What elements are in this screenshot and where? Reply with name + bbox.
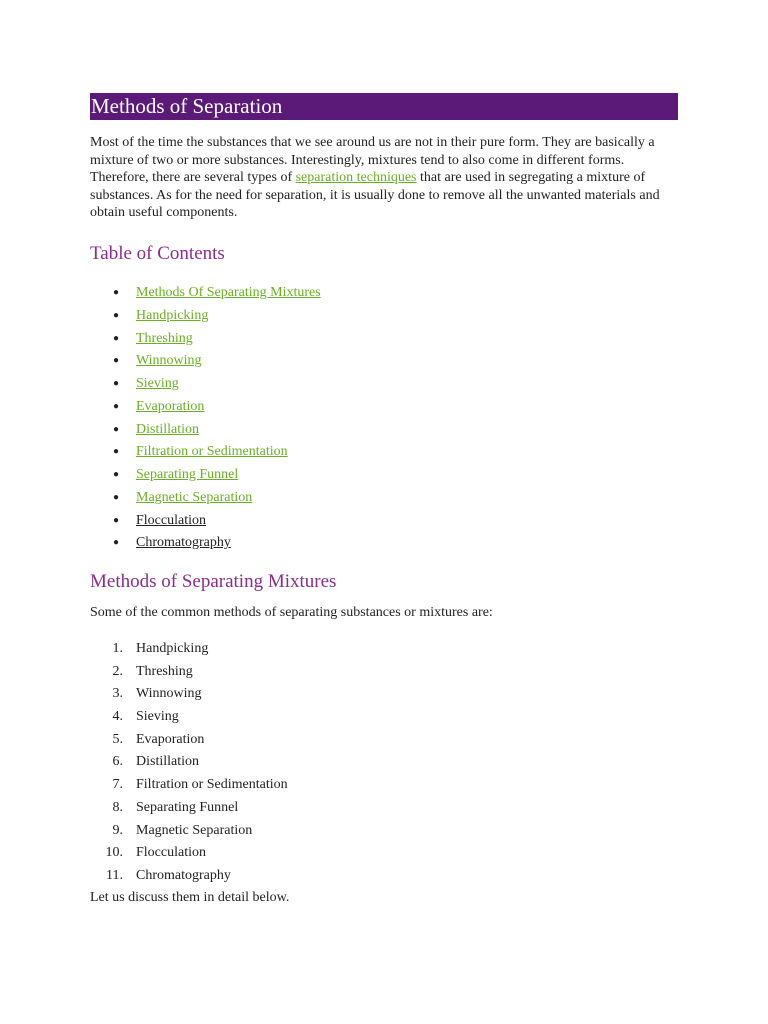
list-item (90, 820, 288, 843)
list-number: 3. (112, 686, 123, 702)
methods-heading: Methods of Separating Mixtures (90, 571, 337, 592)
list-number: 10. (105, 845, 123, 861)
title-bar (90, 93, 678, 120)
list-item-label: Flocculation (136, 845, 206, 861)
bullet-icon: ● (113, 491, 120, 503)
bullet-icon: ● (113, 332, 120, 344)
bullet-icon: ● (113, 378, 120, 389)
list-number: 6. (112, 754, 123, 770)
toc-heading: Table of Contents (90, 243, 225, 264)
list-item-label: Threshing (136, 663, 193, 679)
list-item (90, 638, 288, 661)
intro-text-before: Most of the time the substances that we see around us are not in their pure form. They are basically a mixture of two or more substances. Interestingly, mixtures tend to also come in different forms. Therefore, there are several types of (90, 135, 655, 186)
bullet-icon: ● (113, 309, 120, 321)
list-number: 9. (112, 822, 123, 838)
list-item-label: Handpicking (136, 641, 209, 656)
toc-item (90, 396, 321, 419)
bullet-icon: ● (113, 537, 120, 549)
toc-link[interactable]: Magnetic Separation (136, 489, 253, 505)
toc-item (90, 305, 321, 328)
list-item (90, 729, 288, 752)
list-item (90, 774, 288, 797)
list-number: 1. (112, 641, 123, 656)
bullet-icon: ● (113, 446, 120, 458)
page-title: Methods of Separation (91, 94, 283, 118)
toc-link[interactable]: Filtration or Sedimentation (136, 444, 288, 460)
toc-item (90, 328, 321, 351)
list-item-label: Chromatography (136, 867, 231, 883)
list-number: 8. (112, 799, 123, 815)
toc-item (90, 532, 321, 555)
table-of-contents (90, 282, 321, 555)
bullet-icon: ● (113, 423, 120, 435)
list-item (90, 797, 288, 820)
list-item (90, 683, 288, 706)
list-item-label: Filtration or Sedimentation (136, 777, 288, 793)
toc-link[interactable]: Separating Funnel (136, 467, 239, 482)
closing-text: Let us discuss them in detail below. (90, 890, 290, 905)
toc-item (90, 464, 321, 487)
toc-item (90, 487, 321, 510)
separation-techniques-link[interactable]: separation techniques (295, 170, 417, 186)
toc-link[interactable]: Methods Of Separating Mixtures (136, 285, 321, 300)
intro-paragraph (90, 134, 678, 222)
bullet-icon: ● (113, 514, 120, 526)
toc-link[interactable]: Distillation (136, 421, 199, 437)
toc-link[interactable]: Threshing (136, 330, 193, 346)
list-item (90, 706, 288, 729)
toc-item (90, 350, 321, 373)
toc-link[interactable]: Handpicking (136, 307, 209, 323)
list-number: 11. (106, 867, 123, 883)
bullet-icon: ● (113, 355, 120, 367)
toc-link[interactable]: Sieving (136, 376, 179, 391)
toc-link[interactable]: Flocculation (136, 512, 206, 528)
toc-item (90, 441, 321, 464)
toc-link[interactable]: Chromatography (136, 535, 231, 551)
toc-item (90, 419, 321, 442)
methods-list (90, 638, 288, 888)
list-item-label: Separating Funnel (136, 799, 239, 815)
list-item (90, 842, 288, 865)
toc-item (90, 373, 321, 396)
bullet-icon: ● (113, 400, 120, 412)
bullet-icon: ● (113, 287, 120, 298)
list-number: 4. (112, 709, 123, 725)
toc-link[interactable]: Winnowing (136, 353, 202, 369)
list-item-label: Distillation (136, 754, 199, 770)
bullet-icon: ● (113, 469, 120, 480)
methods-intro: Some of the common methods of separating substances or mixtures are: (90, 605, 493, 620)
list-item (90, 751, 288, 774)
list-number: 7. (112, 777, 123, 793)
toc-link[interactable]: Evaporation (136, 398, 205, 414)
list-item-label: Evaporation (136, 731, 205, 747)
list-item-label: Sieving (136, 709, 179, 725)
list-item (90, 661, 288, 684)
toc-item (90, 510, 321, 533)
list-item-label: Winnowing (136, 686, 202, 702)
intro-text-after: that are used in segregating a mixture of substances. As for the need for separation, it is usually done to remove all the unwanted materials and obtain useful components. (90, 170, 660, 221)
list-number: 2. (112, 663, 123, 679)
toc-item (90, 282, 321, 305)
list-item (90, 865, 288, 888)
list-number: 5. (112, 731, 123, 747)
list-item-label: Magnetic Separation (136, 822, 253, 838)
